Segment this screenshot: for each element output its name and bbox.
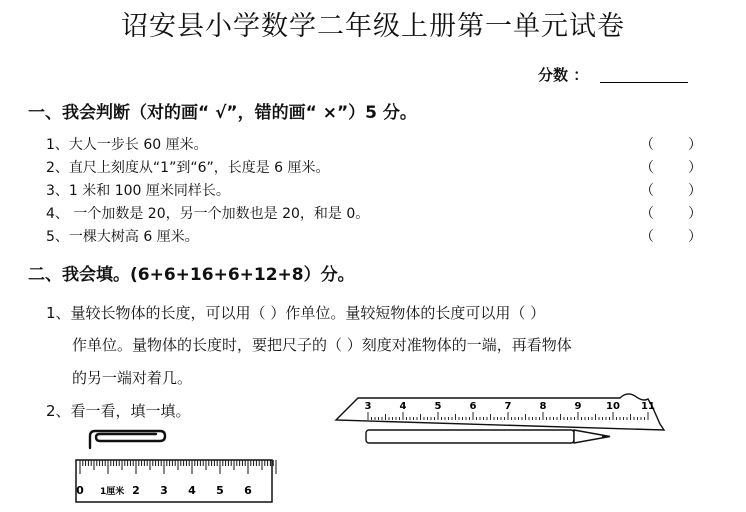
judge-item-1: 1、大人一步长 60 厘米。 (46, 137, 208, 153)
judge-item-4: 4、 一个加数是 20，另一个加数也是 20，和是 0。 (46, 206, 370, 222)
fill-q2-label: 2、看一看，填一填。 (46, 402, 191, 420)
paperclip-icon (90, 431, 165, 448)
section2-heading: 二、我会填。(6+6+16+6+12+8）分。 (28, 265, 355, 285)
ruler-label: 5 (216, 484, 224, 497)
ruler-label: 1厘米 (100, 487, 125, 497)
ruler-label: 9 (574, 401, 582, 412)
judge-item-2: 2、直尺上刻度从“1”到“6”，长度是 6 厘米。 (46, 160, 330, 176)
fill-q1-line2: 作单位。量物体的长度时，要把尺子的（ ）刻度对准物体的一端，再看物体 (72, 336, 572, 354)
ruler-with-paperclip-figure (70, 424, 280, 504)
ruler-label: 6 (244, 484, 252, 497)
ruler-label: 5 (434, 401, 442, 412)
ruler-label: 4 (399, 401, 407, 412)
answer-paren-3[interactable] (640, 180, 702, 200)
ruler-label: 4 (188, 484, 196, 497)
ruler-label: 3 (364, 401, 372, 412)
paren-close: ） (688, 229, 702, 245)
pencil-ruler-figure (330, 390, 675, 458)
fill-q1-line1: 1、量较长物体的长度，可以用（ ）作单位。量较短物体的长度可以用（ ） (46, 304, 546, 322)
paren-close: ） (688, 183, 702, 199)
paren-open: （ (640, 206, 654, 222)
paren-open: （ (640, 183, 654, 199)
answer-paren-5[interactable] (640, 226, 702, 246)
fill-q1-line3: 的另一端对着几。 (72, 369, 193, 387)
score-label: 分数 ： (538, 66, 589, 84)
ruler-label: 6 (469, 401, 477, 412)
ruler-label: 7 (504, 401, 512, 412)
paren-open: （ (640, 229, 654, 245)
ruler-label: 2 (132, 484, 140, 497)
answer-paren-4[interactable] (640, 203, 702, 223)
judge-item-3: 3、1 米和 100 厘米同样长。 (46, 183, 230, 199)
pencil-icon (366, 430, 610, 443)
paren-close: ） (688, 206, 702, 222)
ruler-label: 11 (641, 401, 655, 412)
section1-heading: 一、我会判断（对的画“ √”，错的画“ ×”）5 分。 (28, 103, 417, 123)
ruler-label: 3 (160, 484, 168, 497)
paren-close: ） (688, 160, 702, 176)
answer-paren-1[interactable] (640, 134, 702, 154)
ruler-label: 0 (76, 484, 84, 497)
score-blank[interactable] (600, 82, 688, 83)
answer-paren-2[interactable] (640, 157, 702, 177)
paren-open: （ (640, 160, 654, 176)
judge-item-5: 5、一棵大树高 6 厘米。 (46, 229, 199, 245)
ruler-label: 10 (606, 401, 620, 412)
paren-close: ） (688, 137, 702, 153)
page-title: 诏安县小学数学二年级上册第一单元试卷 (121, 11, 625, 42)
ruler-label: 8 (539, 401, 547, 412)
paren-open: （ (640, 137, 654, 153)
